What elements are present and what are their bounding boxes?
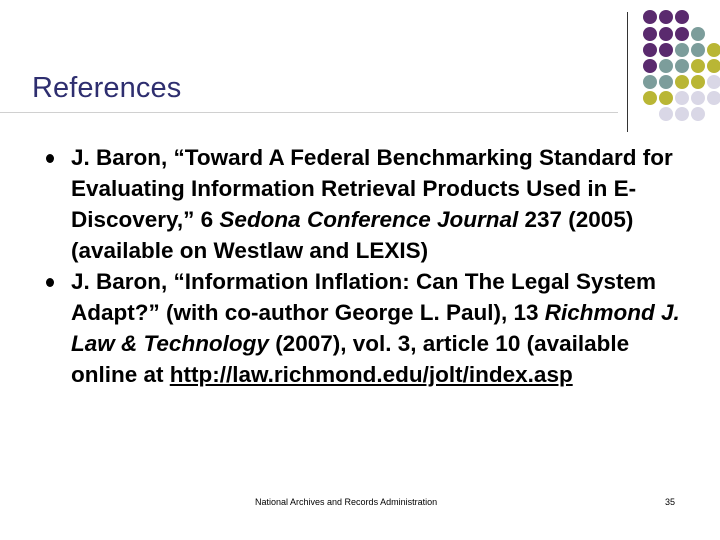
reference-1-journal-title: Sedona Conference Journal xyxy=(219,207,519,232)
reference-item-1 xyxy=(46,142,686,266)
dot-r2c4 xyxy=(691,27,705,41)
dot-r1c3 xyxy=(675,10,689,24)
dot-r4c2 xyxy=(659,59,673,73)
dot-r4c3 xyxy=(675,59,689,73)
reference-2-link[interactable]: http://law.richmond.edu/jolt/index.asp xyxy=(169,362,573,387)
decorative-dot-grid xyxy=(640,10,720,120)
slide-title: References xyxy=(32,72,182,104)
dot-r3c3 xyxy=(675,43,689,57)
dot-r3c2 xyxy=(659,43,673,57)
dot-r1c1 xyxy=(643,10,657,24)
dot-r3c5 xyxy=(707,43,720,57)
dot-r2c2 xyxy=(659,27,673,41)
dot-r6c1 xyxy=(643,91,657,105)
dot-r6c2 xyxy=(659,91,673,105)
bullet-icon xyxy=(46,278,54,287)
dot-r1c2 xyxy=(659,10,673,24)
dot-r2c3 xyxy=(675,27,689,41)
dot-r3c4 xyxy=(691,43,705,57)
dot-r6c3 xyxy=(675,91,689,105)
dot-r3c1 xyxy=(643,43,657,57)
reference-2-text-part1: J. Baron, “Information Inflation: Can The Legal System Adapt?” (with co-author George L. Paul), 13 xyxy=(71,269,657,325)
dot-r6c5 xyxy=(707,91,720,105)
dot-r5c2 xyxy=(659,75,673,89)
footer-organization: National Archives and Records Administration xyxy=(255,497,438,507)
vertical-divider xyxy=(627,12,628,132)
references-list xyxy=(46,142,686,390)
reference-1-text-part2: 237 (2005) (available on Westlaw and LEXIS) xyxy=(71,207,634,263)
bullet-icon xyxy=(46,154,54,163)
dot-r7c2 xyxy=(659,107,673,121)
dot-r6c4 xyxy=(691,91,705,105)
dot-r7c3 xyxy=(675,107,689,121)
reference-2-text-part2: (2007), vol. 3, article 10 (available online at xyxy=(71,331,630,387)
dot-r2c1 xyxy=(643,27,657,41)
dot-r4c4 xyxy=(691,59,705,73)
dot-r5c3 xyxy=(675,75,689,89)
reference-1-text-part1: J. Baron, “Toward A Federal Benchmarking Standard for Evaluating Information Retrieval Products Used in E-Discovery,” 6 xyxy=(71,145,673,232)
reference-2-journal-title: Richmond J. Law & Technology xyxy=(71,300,680,356)
reference-item-2 xyxy=(46,266,686,390)
dot-r4c1 xyxy=(643,59,657,73)
dot-r5c1 xyxy=(643,75,657,89)
dot-r5c4 xyxy=(691,75,705,89)
dot-r4c5 xyxy=(707,59,720,73)
slide-number: 35 xyxy=(665,497,676,507)
dot-r5c5 xyxy=(707,75,720,89)
dot-r7c4 xyxy=(691,107,705,121)
title-divider xyxy=(0,112,618,113)
